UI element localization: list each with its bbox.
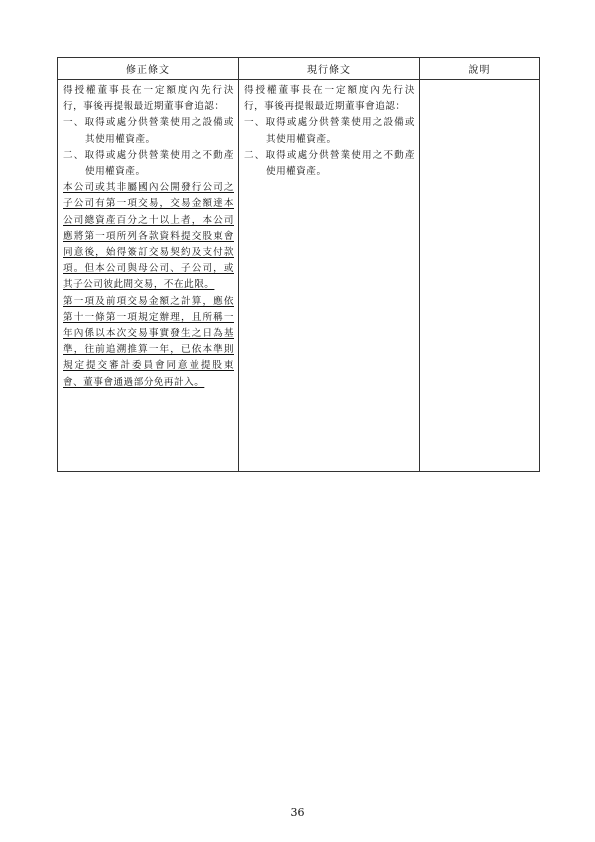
explanation-cell (420, 80, 540, 472)
amended-intro: 得授權董事長在一定額度內先行決行，事後再提報最近期董事會追認： (63, 85, 234, 113)
current-articles-cell (239, 80, 420, 472)
amended-new-paragraph-2: 第一項及前項交易金額之計算，應依第十一條第一項規定辦理，且所稱一年內係以本次交易事實發生之日為基準，往前追溯推算一年，已依本準則規定提交審計委員會同意並提股東會、董事會通過部分免再計入。 (63, 295, 234, 388)
amended-item-2: 二、取得或處分供營業使用之不動產使用權資產。 (63, 149, 234, 178)
header-explanation: 說明 (420, 58, 540, 80)
table-header-row (58, 58, 540, 80)
header-amended-articles: 修正條文 (58, 58, 239, 80)
page-number: 36 (290, 806, 305, 819)
table-row (58, 80, 540, 472)
current-item-2: 二、取得或處分供營業使用之不動產使用權資產。 (244, 149, 415, 178)
amended-articles-cell (58, 80, 239, 472)
amended-item-1: 一、取得或處分供營業使用之設備或其使用權資產。 (63, 117, 234, 145)
header-current-articles: 現行條文 (239, 58, 420, 80)
current-item-1: 一、取得或處分供營業使用之設備或其使用權資產。 (244, 117, 415, 145)
amendment-comparison-table (57, 57, 540, 472)
current-intro: 得授權董事長在一定額度內先行決行，事後再提報最近期董事會追認： (244, 85, 415, 113)
amended-new-paragraph-1: 本公司或其非屬國內公開發行公司之子公司有第一項交易，交易金額達本公司總資產百分之十以上者，本公司應將第一項所列各款資料提交股東會同意後，始得簽訂交易契約及支付款項。但本公司與母公司、子公司，或其子公司彼此間交易，不在此限。 (63, 182, 234, 291)
